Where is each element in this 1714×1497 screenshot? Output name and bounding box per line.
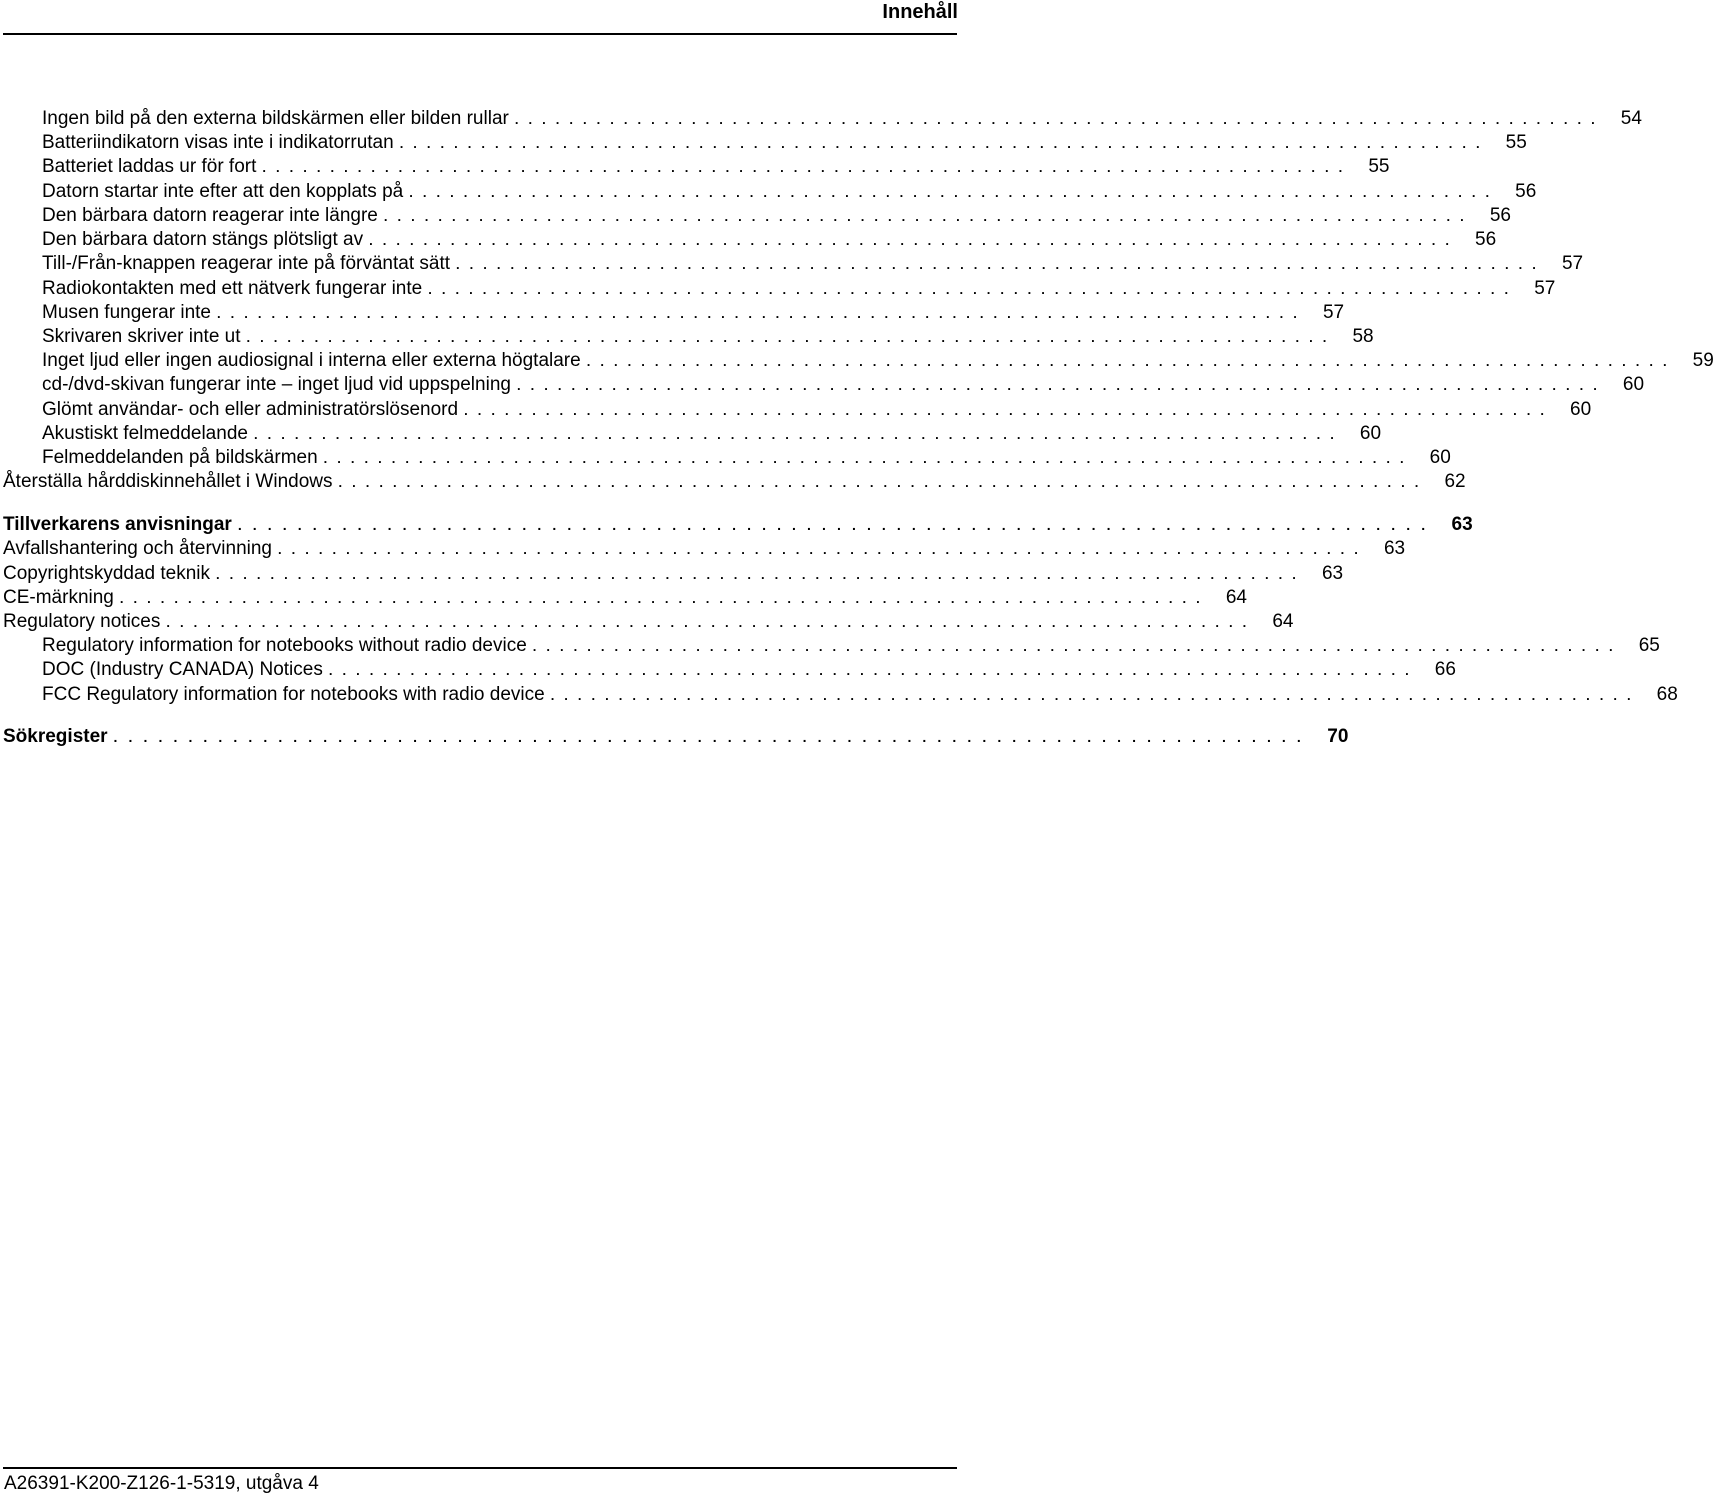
toc-entry[interactable] <box>3 562 1344 586</box>
toc-entry-title: Inget ljud eller ingen audiosignal i interna eller externa högtalare <box>42 350 581 371</box>
toc-entry-page-number: 63 <box>1321 563 1344 584</box>
toc-entry-page-number: 56 <box>1475 229 1497 250</box>
toc-entry-page-number: 56 <box>1489 205 1511 226</box>
toc-entry-title: Copyrightskyddad teknik <box>3 563 210 584</box>
toc-entry-title: Sökregister <box>3 726 108 747</box>
toc-entry[interactable] <box>3 610 1294 634</box>
toc-dot-leader: . . . . . . . . . . . . . . . . . . . . . . . . . . . . . . . . . . . . . . . . . . . . . . . . . . . . . . . . . . . . . . . . . . . . . . . . . . . . . . . . <box>550 688 1634 703</box>
toc-entry[interactable] <box>42 373 1645 397</box>
toc-dot-leader: . . . . . . . . . . . . . . . . . . . . . . . . . . . . . . . . . . . . . . . . . . . . . . . . . . . . . . . . . . . . . . . . . . . . . . . . . . . . . . . . <box>323 451 1407 466</box>
toc-dot-leader: . . . . . . . . . . . . . . . . . . . . . . . . . . . . . . . . . . . . . . . . . . . . . . . . . . . . . . . . . . . . . . . . . . . . . . . . . . . . . . . . <box>119 591 1203 606</box>
toc-entry-page-number: 57 <box>1561 253 1584 274</box>
toc-entry[interactable] <box>42 131 1527 155</box>
toc-dot-leader: . . . . . . . . . . . . . . . . . . . . . . . . . . . . . . . . . . . . . . . . . . . . . . . . . . . . . . . . . . . . . . . . . . . . . . . . . . . . . . . . <box>113 729 1305 745</box>
toc-entry[interactable] <box>42 398 1592 422</box>
toc-entry-page-number: 60 <box>1429 447 1451 468</box>
toc-dot-leader: . . . . . . . . . . . . . . . . . . . . . . . . . . . . . . . . . . . . . . . . . . . . . . . . . . . . . . . . . . . . . . . . . . . . . . . . . . . . . . . . <box>216 567 1300 582</box>
toc-entry-title: FCC Regulatory information for notebooks with radio device <box>42 684 545 705</box>
toc-entry-page-number: 59 <box>1692 350 1714 371</box>
toc-dot-leader: . . . . . . . . . . . . . . . . . . . . . . . . . . . . . . . . . . . . . . . . . . . . . . . . . . . . . . . . . . . . . . . . . . . . . . . . . . . . . . . . <box>428 282 1512 297</box>
toc-entry-title: cd-/dvd-skivan fungerar inte – inget ljud vid uppspelning <box>42 374 511 395</box>
toc-entry[interactable] <box>42 658 1456 682</box>
toc-dot-leader: . . . . . . . . . . . . . . . . . . . . . . . . . . . . . . . . . . . . . . . . . . . . . . . . . . . . . . . . . . . . . . . . . . . . . . . . . . . . . . . . <box>409 185 1493 200</box>
toc-entry-title: Datorn startar inte efter att den kopplats på <box>42 181 404 202</box>
toc-entry-title: Regulatory notices <box>3 611 161 632</box>
toc-entry-page-number: 58 <box>1352 326 1374 347</box>
toc-entry-title: DOC (Industry CANADA) Notices <box>42 659 323 680</box>
toc-dot-leader: . . . . . . . . . . . . . . . . . . . . . . . . . . . . . . . . . . . . . . . . . . . . . . . . . . . . . . . . . . . . . . . . . . . . . . . . . . . . . . . . <box>217 306 1301 321</box>
toc-entry[interactable] <box>3 513 1473 537</box>
toc-entry-page-number: 54 <box>1620 108 1642 129</box>
toc-entry-page-number: 62 <box>1444 471 1466 492</box>
toc-dot-leader: . . . . . . . . . . . . . . . . . . . . . . . . . . . . . . . . . . . . . . . . . . . . . . . . . . . . . . . . . . . . . . . . . . . . . . . . . . . . . . . . <box>237 517 1429 533</box>
toc-entry-page-number: 68 <box>1656 684 1678 705</box>
toc-entry-page-number: 66 <box>1434 659 1456 680</box>
toc-entry[interactable] <box>42 349 1714 373</box>
toc-entry[interactable] <box>3 586 1247 610</box>
toc-entry-page-number: 63 <box>1383 538 1406 559</box>
toc-entry-title: Radiokontakten med ett nätverk fungerar inte <box>42 278 423 299</box>
toc-entry[interactable] <box>42 301 1345 325</box>
toc-entry[interactable] <box>42 228 1497 252</box>
toc-entry-title: Skrivaren skriver inte ut <box>42 326 241 347</box>
toc-entry-page-number: 64 <box>1225 587 1247 608</box>
toc-entry[interactable] <box>42 634 1660 658</box>
toc-entry-page-number: 63 <box>1451 514 1473 535</box>
toc-entry-title: Musen fungerar inte <box>42 302 211 323</box>
toc-dot-leader: . . . . . . . . . . . . . . . . . . . . . . . . . . . . . . . . . . . . . . . . . . . . . . . . . . . . . . . . . . . . . . . . . . . . . . . . . . . . . . . . <box>338 475 1422 490</box>
toc-entry-page-number: 60 <box>1570 399 1592 420</box>
toc-dot-leader: . . . . . . . . . . . . . . . . . . . . . . . . . . . . . . . . . . . . . . . . . . . . . . . . . . . . . . . . . . . . . . . . . . . . . . . . . . . . . . . . <box>383 209 1467 224</box>
toc-dot-leader: . . . . . . . . . . . . . . . . . . . . . . . . . . . . . . . . . . . . . . . . . . . . . . . . . . . . . . . . . . . . . . . . . . . . . . . . . . . . . . . . <box>464 403 1548 418</box>
toc-entry[interactable] <box>42 204 1511 228</box>
toc-dot-leader: . . . . . . . . . . . . . . . . . . . . . . . . . . . . . . . . . . . . . . . . . . . . . . . . . . . . . . . . . . . . . . . . . . . . . . . . . . . . . . . . <box>328 663 1412 678</box>
toc-entry[interactable] <box>42 683 1678 707</box>
toc-entry-title: Ingen bild på den externa bildskärmen eller bilden rullar <box>42 108 509 129</box>
toc-dot-leader: . . . . . . . . . . . . . . . . . . . . . . . . . . . . . . . . . . . . . . . . . . . . . . . . . . . . . . . . . . . . . . . . . . . . . . . . . . . . . . . . <box>514 112 1598 127</box>
toc-entry-title: Akustiskt felmeddelande <box>42 423 248 444</box>
toc-entry-page-number: 65 <box>1638 635 1660 656</box>
toc-entry[interactable] <box>3 537 1406 561</box>
header-title: Innehåll <box>882 1 958 23</box>
toc-entry[interactable] <box>42 325 1374 349</box>
toc-entry-page-number: 57 <box>1534 278 1556 299</box>
toc-entry[interactable] <box>42 277 1556 301</box>
toc-dot-leader: . . . . . . . . . . . . . . . . . . . . . . . . . . . . . . . . . . . . . . . . . . . . . . . . . . . . . . . . . . . . . . . . . . . . . . . . . . . . . . . . <box>532 639 1616 654</box>
header-rule <box>3 33 957 35</box>
toc-entry-page-number: 56 <box>1515 181 1537 202</box>
toc-entry-page-number: 55 <box>1505 132 1527 153</box>
toc-entry-title: CE-märkning <box>3 587 114 608</box>
toc-entry-title: Till-/Från-knappen reagerar inte på förväntat sätt <box>42 253 450 274</box>
toc-entry-title: Glömt användar- och eller administratörslösenord <box>42 399 459 420</box>
toc-entry-page-number: 64 <box>1272 611 1294 632</box>
toc-dot-leader: . . . . . . . . . . . . . . . . . . . . . . . . . . . . . . . . . . . . . . . . . . . . . . . . . . . . . . . . . . . . . . . . . . . . . . . . . . . . . . . . <box>253 427 1338 442</box>
toc-dot-leader: . . . . . . . . . . . . . . . . . . . . . . . . . . . . . . . . . . . . . . . . . . . . . . . . . . . . . . . . . . . . . . . . . . . . . . . . . . . . . . . . <box>246 330 1330 345</box>
toc-entry-page-number: 55 <box>1368 156 1390 177</box>
toc-dot-leader: . . . . . . . . . . . . . . . . . . . . . . . . . . . . . . . . . . . . . . . . . . . . . . . . . . . . . . . . . . . . . . . . . . . . . . . . . . . . . . . . <box>278 542 1362 557</box>
toc-dot-leader: . . . . . . . . . . . . . . . . . . . . . . . . . . . . . . . . . . . . . . . . . . . . . . . . . . . . . . . . . . . . . . . . . . . . . . . . . . . . . . . . <box>262 160 1346 175</box>
toc-entry[interactable] <box>42 180 1537 204</box>
toc-dot-leader: . . . . . . . . . . . . . . . . . . . . . . . . . . . . . . . . . . . . . . . . . . . . . . . . . . . . . . . . . . . . . . . . . . . . . . . . . . . . . . . . <box>369 233 1453 248</box>
toc-entry[interactable] <box>3 470 1466 494</box>
toc-entry[interactable] <box>42 252 1584 276</box>
toc-entry-title: Återställa hårddiskinnehållet i Windows <box>3 471 333 492</box>
toc-entry-title: Tillverkarens anvisningar <box>3 514 232 535</box>
toc-entry[interactable] <box>42 446 1451 470</box>
toc-entry[interactable] <box>42 422 1382 446</box>
footer-document-id: A26391-K200-Z126-1-5319, utgåva 4 <box>4 1473 319 1494</box>
footer-rule <box>3 1467 957 1469</box>
toc-entry-title: Avfallshantering och återvinning <box>3 538 272 559</box>
toc-entry[interactable] <box>42 107 1642 131</box>
toc-entry[interactable] <box>42 155 1390 179</box>
toc-entry[interactable] <box>3 725 1349 749</box>
toc-dot-leader: . . . . . . . . . . . . . . . . . . . . . . . . . . . . . . . . . . . . . . . . . . . . . . . . . . . . . . . . . . . . . . . . . . . . . . . . . . . . . . . . <box>586 354 1670 369</box>
toc-entry-title: Den bärbara datorn stängs plötsligt av <box>42 229 364 250</box>
toc-entry-page-number: 60 <box>1359 423 1382 444</box>
toc-entry-page-number: 60 <box>1622 374 1645 395</box>
toc-dot-leader: . . . . . . . . . . . . . . . . . . . . . . . . . . . . . . . . . . . . . . . . . . . . . . . . . . . . . . . . . . . . . . . . . . . . . . . . . . . . . . . . <box>516 378 1601 393</box>
toc-entry-title: Felmeddelanden på bildskärmen <box>42 447 318 468</box>
toc-dot-leader: . . . . . . . . . . . . . . . . . . . . . . . . . . . . . . . . . . . . . . . . . . . . . . . . . . . . . . . . . . . . . . . . . . . . . . . . . . . . . . . . <box>456 257 1540 272</box>
toc-entry-title: Regulatory information for notebooks without radio device <box>42 635 527 656</box>
toc-entry-page-number: 57 <box>1322 302 1345 323</box>
toc-entry-title: Batteriindikatorn visas inte i indikatorrutan <box>42 132 394 153</box>
toc-entry-title: Batteriet laddas ur för fort <box>42 156 257 177</box>
toc-dot-leader: . . . . . . . . . . . . . . . . . . . . . . . . . . . . . . . . . . . . . . . . . . . . . . . . . . . . . . . . . . . . . . . . . . . . . . . . . . . . . . . . <box>166 615 1250 630</box>
toc-dot-leader: . . . . . . . . . . . . . . . . . . . . . . . . . . . . . . . . . . . . . . . . . . . . . . . . . . . . . . . . . . . . . . . . . . . . . . . . . . . . . . . . <box>399 136 1483 151</box>
toc-entry-page-number: 70 <box>1327 726 1349 747</box>
toc-entry-title: Den bärbara datorn reagerar inte längre <box>42 205 378 226</box>
